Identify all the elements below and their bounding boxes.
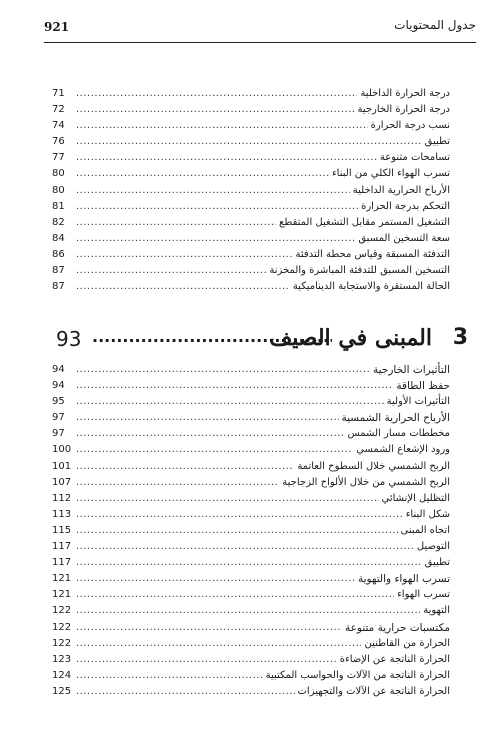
toc-entry-page: 81 xyxy=(52,200,65,212)
toc-entry-page: 97 xyxy=(52,428,65,440)
toc-entry-page: 86 xyxy=(52,248,65,260)
toc-entry-title: شكل البناء xyxy=(403,507,450,523)
toc-entry-page: 112 xyxy=(52,492,72,504)
toc-entry-title: الحالة المستقرة والاستجابة الديناميكية xyxy=(290,279,450,295)
toc-entry[interactable] xyxy=(52,279,450,295)
toc-entry-title: الربح الشمسي خلال السطوح العاتمة xyxy=(294,459,450,475)
toc-entry[interactable] xyxy=(52,183,450,199)
toc-entry[interactable] xyxy=(52,426,450,442)
toc-entry-title: الأرباح الحرارية الشمسية xyxy=(339,410,451,426)
toc-entry[interactable] xyxy=(52,231,450,247)
toc-entry-page: 113 xyxy=(52,508,72,520)
toc-entry-page: 87 xyxy=(52,281,65,293)
toc-entry-page: 71 xyxy=(52,88,65,99)
toc-entry[interactable] xyxy=(52,587,450,603)
toc-entry-page: 107 xyxy=(52,476,72,488)
chapter-page-number: 93 xyxy=(56,327,82,351)
toc-entry-title: تسامحات متنوعة xyxy=(377,150,450,166)
toc-entry-title: الأرباح الحرارية الداخلية xyxy=(350,183,450,199)
running-title: جدول المحتويات xyxy=(394,18,476,32)
toc-entry-title: حفظ الطاقة xyxy=(393,378,450,394)
toc-entry-title: درجة الحرارة الخارجية xyxy=(354,102,450,118)
toc-entry[interactable] xyxy=(52,134,450,150)
toc-entry[interactable] xyxy=(52,459,450,475)
toc-entry-title: تطبيق xyxy=(422,555,450,571)
toc-entry[interactable] xyxy=(52,652,450,668)
toc-entry-title: تطبيق xyxy=(422,134,450,150)
toc-entry-page: 72 xyxy=(52,104,65,116)
toc-entry-title: درجة الحرارة الداخلية xyxy=(357,86,450,102)
toc-entry[interactable] xyxy=(52,442,450,458)
toc-leader-dots xyxy=(76,603,450,619)
toc-entry[interactable] xyxy=(52,394,450,410)
toc-entry-page: 87 xyxy=(52,265,65,277)
chapter-heading[interactable] xyxy=(44,325,472,357)
toc-entry[interactable] xyxy=(52,684,450,700)
toc-entry[interactable] xyxy=(52,507,450,523)
toc-entry-title: تسرب الهواء والتهوية xyxy=(355,571,450,587)
toc-section-bottom xyxy=(52,362,450,700)
toc-entry[interactable] xyxy=(52,410,450,426)
toc-entry[interactable] xyxy=(52,166,450,182)
chapter-title: المبنى في الصيف xyxy=(269,325,432,351)
toc-entry-title: التدفئة المسبقة وقياس محطة التدفئة xyxy=(293,247,450,263)
toc-entry-page: 101 xyxy=(52,460,72,472)
toc-entry[interactable] xyxy=(52,362,450,378)
toc-entry-title: الحرارة الناتجة عن الآلات والتجهيزات xyxy=(295,684,451,700)
toc-entry[interactable] xyxy=(52,571,450,587)
toc-entry-page: 117 xyxy=(52,557,72,569)
toc-entry-title: التحكم بدرجة الحرارة xyxy=(358,199,450,215)
toc-entry-title: التسخين المسبق للتدفئة المباشرة والمخزنة xyxy=(266,263,450,279)
toc-entry-page: 115 xyxy=(52,524,72,536)
page-number: 921 xyxy=(44,20,70,34)
toc-entry-title: تسرب الهواء xyxy=(394,587,450,603)
running-header xyxy=(44,18,476,43)
toc-entry[interactable] xyxy=(52,523,450,539)
toc-entry[interactable] xyxy=(52,668,450,684)
toc-entry-page: 123 xyxy=(52,653,72,665)
toc-entry-page: 121 xyxy=(52,573,72,585)
toc-leader-dots xyxy=(76,523,450,539)
toc-entry-page: 76 xyxy=(52,136,65,148)
toc-entry[interactable] xyxy=(52,603,450,619)
toc-entry[interactable] xyxy=(52,491,450,507)
toc-entry-title: نسب درجة الحرارة xyxy=(368,118,450,134)
toc-leader-dots xyxy=(76,134,450,150)
toc-entry[interactable] xyxy=(52,150,450,166)
toc-entry-page: 84 xyxy=(52,232,65,244)
toc-entry[interactable] xyxy=(52,86,450,102)
toc-entry-page: 82 xyxy=(52,216,65,228)
toc-entry-title: تسرب الهواء الكلي من البناء xyxy=(329,166,450,182)
toc-entry-title: سعة التسخين المسبق xyxy=(355,231,450,247)
toc-entry-page: 122 xyxy=(52,605,72,617)
toc-entry-title: التشغيل المستمر مقابل التشغيل المتقطع xyxy=(276,215,450,231)
toc-entry[interactable] xyxy=(52,263,450,279)
toc-leader-dots xyxy=(76,555,450,571)
toc-entry-page: 100 xyxy=(52,444,72,456)
toc-leader-dots xyxy=(76,539,450,555)
toc-entry-title: الحرارة الناتجة عن الإضاءة xyxy=(337,652,450,668)
toc-entry[interactable] xyxy=(52,555,450,571)
toc-entry-page: 122 xyxy=(52,621,72,633)
toc-entry-page: 80 xyxy=(52,168,65,180)
toc-entry[interactable] xyxy=(52,199,450,215)
toc-entry-page: 80 xyxy=(52,184,65,196)
toc-entry-page: 117 xyxy=(52,541,72,553)
toc-section-top xyxy=(52,86,450,295)
toc-entry-title: الربح الشمسي من خلال الألواح الزجاجية xyxy=(279,475,450,491)
toc-entry-page: 74 xyxy=(52,120,65,132)
toc-entry-title: ورود الإشعاع الشمسي xyxy=(353,442,450,458)
toc-entry-page: 97 xyxy=(52,412,65,424)
toc-entry-title: التظليل الإنشائي xyxy=(379,491,450,507)
toc-entry-title: التأثيرات الأولية xyxy=(384,394,450,410)
toc-entry[interactable] xyxy=(52,539,450,555)
toc-entry[interactable] xyxy=(52,620,450,636)
toc-leader-dots xyxy=(76,507,450,523)
toc-entry-title: اتجاه المبنى xyxy=(398,523,450,539)
toc-entry-title: التهوية xyxy=(420,603,450,619)
toc-entry[interactable] xyxy=(52,475,450,491)
toc-entry-title: مخططات مسار الشمس xyxy=(345,426,450,442)
toc-entry-page: 124 xyxy=(52,669,72,681)
chapter-number: 3 xyxy=(452,325,468,350)
toc-entry-page: 125 xyxy=(52,685,72,697)
toc-entry[interactable] xyxy=(52,102,450,118)
toc-entry-title: الحرارة من القاطنين xyxy=(361,636,450,652)
toc-entry[interactable] xyxy=(52,636,450,652)
toc-entry-page: 94 xyxy=(52,364,65,375)
toc-entry[interactable] xyxy=(52,247,450,263)
toc-entry-title: التوصيل xyxy=(414,539,450,555)
toc-entry-title: الحرارة الناتجة من الآلات والحواسب المكتبية xyxy=(263,668,450,684)
toc-entry-title: مكتسبات حرارية متنوعة xyxy=(342,620,450,636)
toc-entry[interactable] xyxy=(52,378,450,394)
toc-entry[interactable] xyxy=(52,118,450,134)
toc-entry-page: 122 xyxy=(52,637,72,649)
toc-entry-page: 95 xyxy=(52,396,65,408)
toc-entry[interactable] xyxy=(52,215,450,231)
toc-entry-title: التأثيرات الخارجية xyxy=(370,362,450,378)
toc-entry-page: 94 xyxy=(52,380,65,392)
toc-entry-page: 121 xyxy=(52,589,72,601)
toc-entry-page: 77 xyxy=(52,152,65,164)
